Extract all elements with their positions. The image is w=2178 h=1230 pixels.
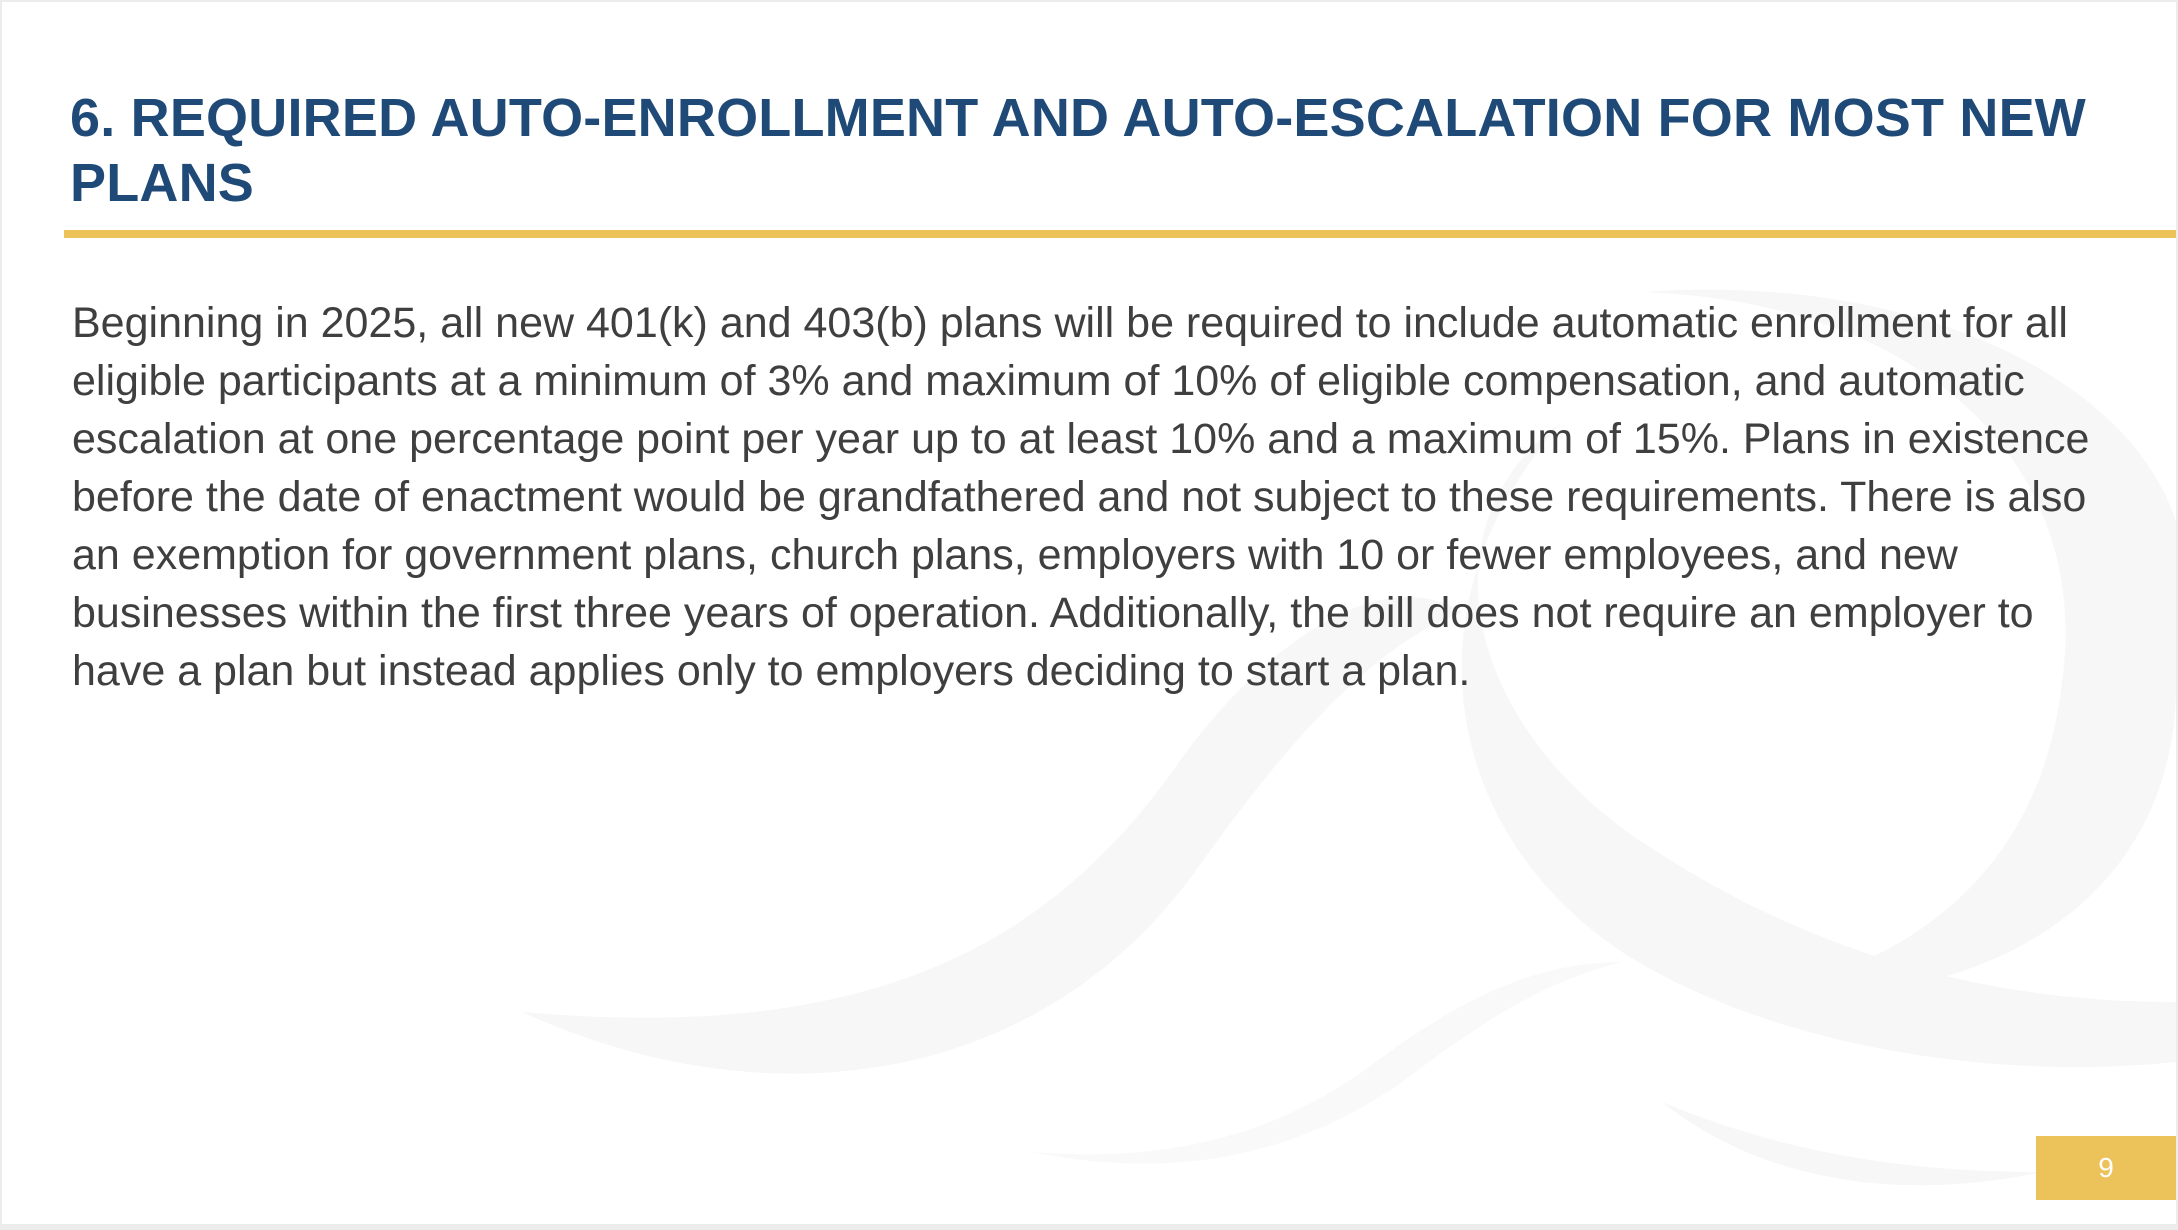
watermark-swirl-bottom bbox=[1662, 1102, 2042, 1185]
body-paragraph: Beginning in 2025, all new 401(k) and 403(b) plans will be required to include automatic enrollment for all eligible participants at a minimum of 3% and maximum of 10% of eligible compensation, and automatic escalation at one percentage point per year up to at least 10% and a maximum of 15%. Plans in existence before the date of enactment would be grandfathered and not subject to these requirements. There is also an exemption for government plans, church plans, employers with 10 or fewer employees, and new businesses within the first three years of operation. Additionally, the bill does not require an employer to have a plan but instead applies only to employers deciding to start a plan. bbox=[72, 299, 2090, 695]
title-divider bbox=[64, 230, 2176, 238]
watermark-swirl-tail bbox=[1032, 962, 1622, 1164]
slide-title: 6. REQUIRED AUTO-ENROLLMENT AND AUTO-ESCALATION FOR MOST NEW PLANS bbox=[70, 88, 2086, 213]
page-number-badge: 9 bbox=[2036, 1136, 2176, 1200]
